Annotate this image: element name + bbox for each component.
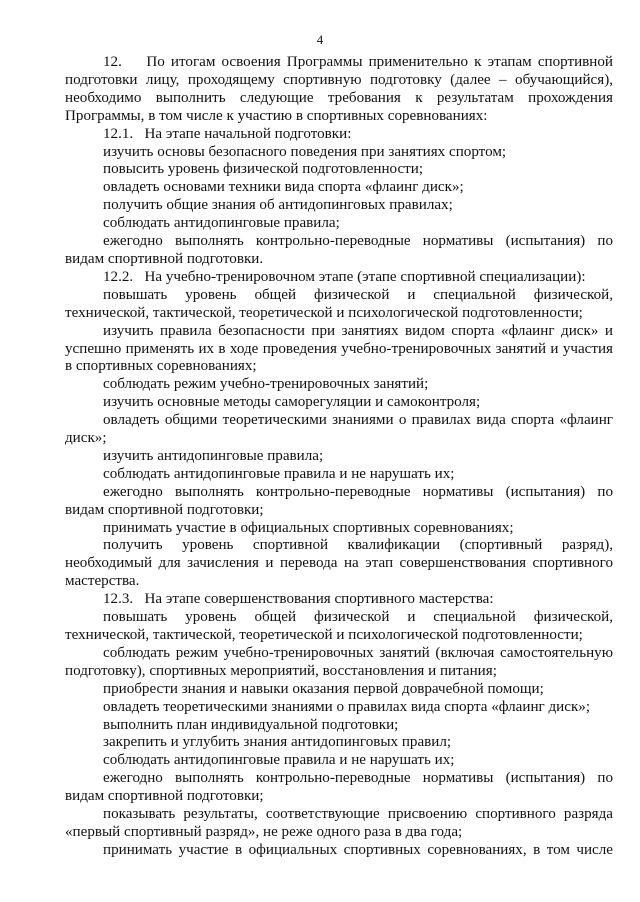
document-body — [65, 54, 613, 860]
list-item: повысить уровень физической подготовленности; — [103, 161, 424, 178]
list-item: принимать участие в официальных спортивных соревнованиях, в том числе — [103, 841, 613, 858]
list-item: принимать участие в официальных спортивных соревнованиях; — [103, 519, 514, 536]
page-number: 4 — [316, 32, 324, 47]
list-item: приобрести знания и навыки оказания первой доврачебной помощи; — [103, 680, 544, 697]
list-item: получить уровень спортивной квалификации (спортивный разряд), необходимый для зачисления и перевода на этап совершенствования спортивного мастерства. — [65, 537, 613, 590]
list-item: изучить антидопинговые правила; — [103, 447, 324, 464]
list-item: овладеть теоретическими знаниями о правилах вида спорта «флаинг диск»; — [103, 698, 591, 715]
list-item: изучить основы безопасного поведения при занятиях спортом; — [103, 143, 507, 160]
paragraph-12-3: 12.3. На этапе совершенствования спортивного мастерства: — [103, 591, 494, 608]
list-item: показывать результаты, соответствующие присвоению спортивного разряда «первый спортивный разряд», не реже одного раза в два года; — [65, 806, 613, 840]
list-item: соблюдать антидопинговые правила и не нарушать их; — [103, 752, 455, 769]
list-item: ежегодно выполнять контрольно-переводные нормативы (испытания) по видам спортивной подготовки; — [65, 483, 613, 518]
list-item: ежегодно выполнять контрольно-переводные нормативы (испытания) по видам спортивной подготовки; — [65, 770, 613, 805]
paragraph-12-2: 12.2. На учебно-тренировочном этапе (этапе спортивной специализации): — [103, 268, 586, 285]
paragraph-12: 12. По итогам освоения Программы применительно к этапам спортивной подготовки лицу, проходящему спортивную подготовку (далее – обучающийся), необходимо выполнить следующие требования к результатам прохождения Программы, в том числе к участию в спортивных соревнованиях: — [65, 54, 613, 124]
list-item: выполнить план индивидуальной подготовки; — [103, 716, 399, 733]
list-item: получить общие знания об антидопинговых правилах; — [103, 197, 453, 214]
list-item: повышать уровень общей физической и специальной физической, технической, тактической, теоретической и психологической подготовленности; — [65, 609, 613, 643]
list-item: соблюдать режим учебно-тренировочных занятий; — [103, 376, 429, 393]
list-item: овладеть основами техники вида спорта «флаинг диск»; — [103, 179, 464, 196]
list-item: соблюдать режим учебно-тренировочных занятий (включая самостоятельную подготовку), спортивных мероприятий, восстановления и питания; — [65, 644, 613, 679]
list-item: соблюдать антидопинговые правила и не нарушать их; — [103, 465, 455, 482]
paragraph-12-1: 12.1. На этапе начальной подготовки: — [103, 125, 352, 142]
list-item: изучить правила безопасности при занятиях видом спорта «флаинг диск» и успешно применять их в ходе проведения учебно-тренировочных занятий и участия в спортивных соревнованиях; — [65, 322, 613, 375]
list-item: овладеть общими теоретическими знаниями о правилах вида спорта «флаинг диск»; — [65, 412, 613, 447]
list-item: повышать уровень общей физической и специальной физической, технической, тактической, теоретической и психологической подготовленности; — [65, 286, 613, 321]
list-item: закрепить и углубить знания антидопинговых правил; — [103, 734, 452, 751]
list-item: ежегодно выполнять контрольно-переводные нормативы (испытания) по видам спортивной подготовки. — [65, 233, 613, 267]
list-item: соблюдать антидопинговые правила; — [103, 215, 340, 232]
list-item: изучить основные методы саморегуляции и самоконтроля; — [103, 394, 481, 411]
